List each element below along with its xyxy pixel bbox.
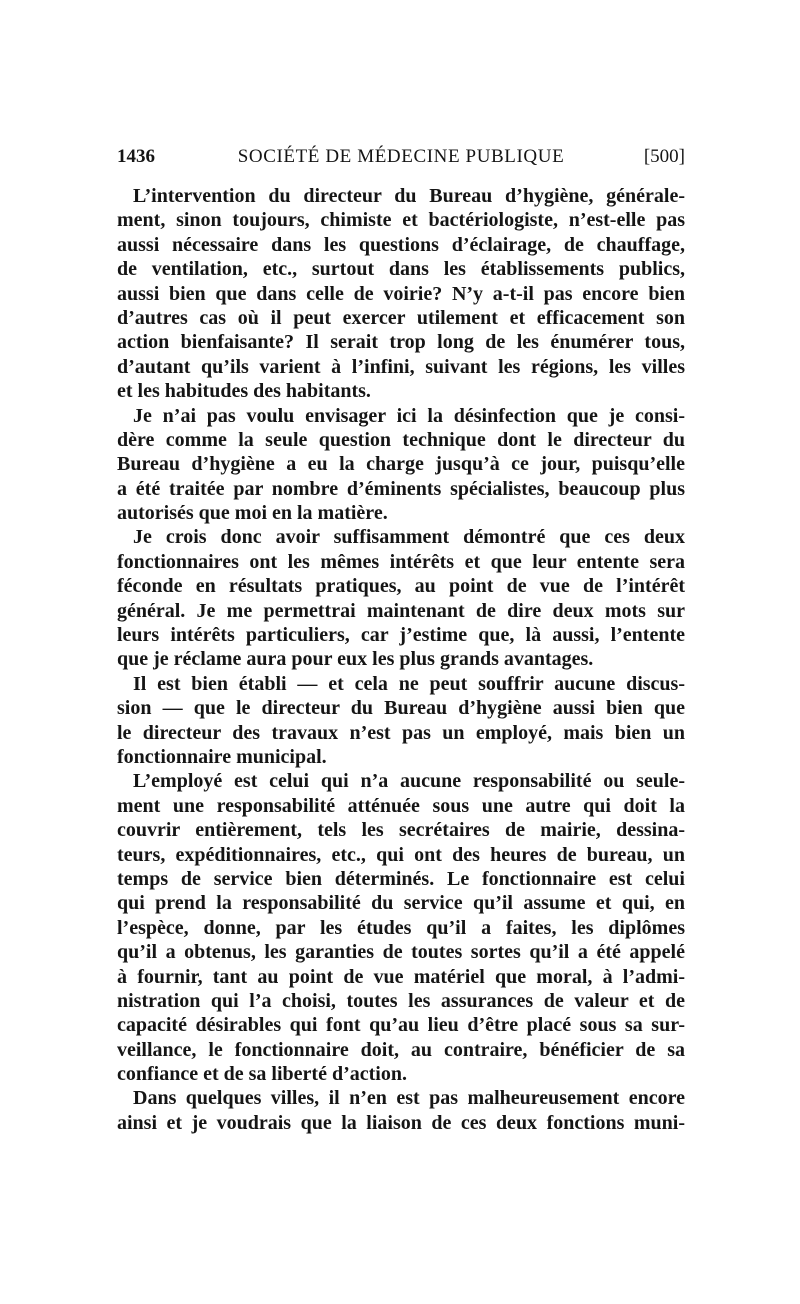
text-line: qui prend la responsabilité du service qu’il assume et qui, en (117, 892, 685, 915)
text-line: temps de service bien déterminés. Le fonctionnaire est celui (117, 867, 685, 890)
text-line: fonctionnaires ont les mêmes intérêts et que leur entente sera (117, 550, 685, 573)
text-line: nistration qui l’a choisi, toutes les assurances de valeur et de (117, 989, 685, 1012)
text-line: l’espèce, donne, par les études qu’il a faites, les diplômes (117, 916, 685, 939)
text-line: féconde en résultats pratiques, au point de vue de l’intérêt (117, 575, 685, 598)
text-line: le directeur des travaux n’est pas un employé, mais bien un (117, 721, 685, 744)
text-line: teurs, expéditionnaires, etc., qui ont des heures de bureau, un (117, 843, 685, 866)
text-line: Bureau d’hygiène a eu la charge jusqu’à ce jour, puisqu’elle (117, 453, 685, 476)
text-line: action bienfaisante? Il serait trop long de les énumérer tous, (117, 331, 685, 354)
text-line: Je crois donc avoir suffisamment démontré que ces deux (133, 526, 685, 549)
text-line: aussi bien que dans celle de voirie? N’y a-t-il pas encore bien (117, 282, 685, 305)
text-line: Dans quelques villes, il n’en est pas malheureusement encore (133, 1087, 685, 1110)
paragraph (117, 404, 685, 526)
paragraph (117, 769, 685, 1086)
text-line: fonctionnaire municipal. (117, 745, 327, 768)
text-line: leurs intérêts particuliers, car j’estime que, là aussi, l’entente (117, 624, 685, 647)
text-line: à fournir, tant au point de vue matériel que moral, à l’admi- (117, 965, 685, 988)
text-line: L’employé est celui qui n’a aucune responsabilité ou seule- (133, 770, 685, 793)
text-line: Il est bien établi — et cela ne peut souffrir aucune discus- (133, 672, 685, 695)
text-line: ment, sinon toujours, chimiste et bactériologiste, n’est-elle pas (117, 209, 685, 232)
text-line: couvrir entièrement, tels les secrétaires de mairie, dessina- (117, 819, 685, 842)
body-text (117, 184, 685, 1135)
text-line: dère comme la seule question technique dont le directeur du (117, 428, 685, 451)
paragraph (117, 672, 685, 770)
text-line: a été traitée par nombre d’éminents spécialistes, beaucoup plus (117, 477, 685, 500)
text-line: d’autant qu’ils varient à l’infini, suivant les régions, les villes (117, 355, 685, 378)
text-line: sion — que le directeur du Bureau d’hygiène aussi bien que (117, 697, 685, 720)
text-line: que je réclame aura pour eux les plus grands avantages. (117, 648, 594, 671)
page-number: 1436 (117, 146, 155, 167)
paragraph (117, 1086, 685, 1135)
text-line: général. Je me permettrai maintenant de dire deux mots sur (117, 599, 685, 622)
paragraph (117, 525, 685, 671)
text-line: L’intervention du directeur du Bureau d’hygiène, générale- (133, 185, 685, 207)
text-line: autorisés que moi en la matière. (117, 502, 388, 525)
page-reference: [500] (643, 146, 685, 167)
text-line: qu’il a obtenus, les garanties de toutes sortes qu’il a été appelé (117, 941, 685, 964)
text-line: veillance, le fonctionnaire doit, au contraire, bénéficier de sa (117, 1038, 685, 1061)
text-line: et les habitudes des habitants. (117, 380, 371, 403)
running-header (117, 143, 685, 171)
text-line: ment une responsabilité atténuée sous une autre qui doit la (117, 794, 685, 817)
text-line: Je n’ai pas voulu envisager ici la désinfection que je consi- (133, 404, 685, 427)
paragraph (117, 184, 685, 404)
text-line: d’autres cas où il peut exercer utilement et efficacement son (117, 306, 685, 329)
text-line: confiance et de sa liberté d’action. (117, 1063, 407, 1086)
text-line: de ventilation, etc., surtout dans les établissements publics, (117, 258, 685, 281)
text-line: capacité désirables qui font qu’au lieu d’être placé sous sa sur- (117, 1014, 685, 1037)
text-line: ainsi et je voudrais que la liaison de ces deux fonctions muni- (117, 1111, 685, 1134)
running-title: SOCIÉTÉ DE MÉDECINE PUBLIQUE (237, 146, 565, 167)
text-line: aussi nécessaire dans les questions d’éclairage, de chauffage, (117, 233, 685, 256)
